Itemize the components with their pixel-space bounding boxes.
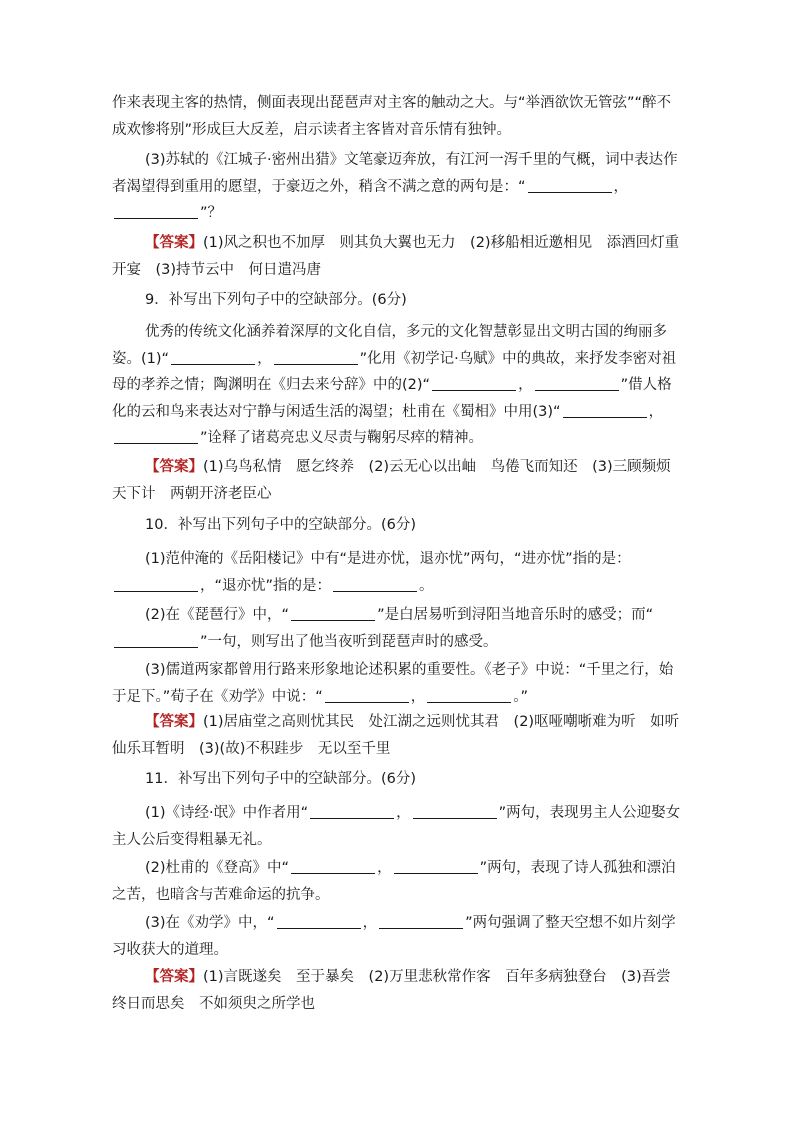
answer-blank[interactable]: [394, 858, 478, 874]
answer-8: 【答案】(1)风之积也不加厚 则其负大翼也无力 (2)移船相近邀相见 添酒回灯重开宴 (3)持节云中 何日遣冯唐: [112, 235, 680, 278]
answer-blank[interactable]: [379, 913, 463, 929]
question-10-1: (1)范仲淹的《岳阳楼记》中有“是进亦忧，退亦忧”两句，“进亦忧”指的是： ，“退亦忧”指的是： 。: [112, 546, 684, 599]
answer-blank[interactable]: [310, 803, 394, 819]
answer-blank[interactable]: [535, 375, 619, 391]
answer-blank[interactable]: [432, 375, 516, 391]
question-10-title: 10．补写出下列句子中的空缺部分。(6分): [145, 517, 416, 533]
answer-blank[interactable]: [277, 913, 361, 929]
answer-blank[interactable]: [171, 349, 255, 365]
answer-9: 【答案】(1)乌鸟私情 愿乞终养 (2)云无心以出岫 鸟倦飞而知还 (3)三顾频烦天下计 两朝开济老臣心: [112, 459, 671, 502]
answer-11: 【答案】(1)言既遂矣 至于暴矣 (2)万里悲秋常作客 百年多病独登台 (3)吾尝终日而思矣 不如须臾之所学也: [112, 969, 671, 1012]
answer-blank[interactable]: [325, 687, 409, 703]
answer-blank[interactable]: [114, 203, 198, 219]
answer-label: 【答案】: [145, 969, 203, 985]
question-11-3: (3)在《劝学》中，“ ， ”两句强调了整天空想不如片刻学习收获大的道理。: [112, 915, 676, 958]
answer-blank[interactable]: [563, 402, 647, 418]
answer-label: 【答案】: [145, 235, 203, 251]
answer-label: 【答案】: [145, 459, 203, 475]
answer-blank[interactable]: [274, 349, 358, 365]
question-8-3: (3)苏轼的《江城子·密州出猎》文笔豪迈奔放，有江河一泻千里的气概，词中表达作者渴望得到重用的愿望，于豪迈之外，稍含不满之意的两句是：“ ， ”？: [112, 152, 678, 221]
question-9-title: 9．补写出下列句子中的空缺部分。(6分): [145, 292, 407, 308]
answer-blank[interactable]: [291, 858, 375, 874]
answer-blank[interactable]: [114, 632, 198, 648]
answer-blank[interactable]: [291, 605, 375, 621]
answer-blank[interactable]: [427, 687, 511, 703]
answer-blank[interactable]: [413, 803, 497, 819]
answer-10: 【答案】(1)居庙堂之高则忧其民 处江湖之远则忧其君 (2)呕哑嘲哳难为听 如听仙乐耳暂明 (3)(故)不积跬步 无以至千里: [112, 714, 680, 757]
question-9-body: 优秀的传统文化涵养着深厚的文化自信，多元的文化智慧彰显出文明古国的绚丽多姿。(1)“ ， ”化用《初学记·乌赋》中的典故，来抒发李密对祖母的孝养之情；陶渊明在《归去来兮辞》中的(2)“ ， ”借人格化的云和鸟来表达对宁静与闲适生活的渴望；杜甫在《蜀相》中用(3)“ ，”诠释了诸葛亮忠义尽责与鞠躬尽瘁的精神。: [112, 324, 677, 446]
answer-label: 【答案】: [145, 714, 203, 730]
question-10-3: (3)儒道两家都曾用行路来形象地论述积累的重要性。《老子》中说：“千里之行，始于足下。”荀子在《劝学》中说：“ ， 。”: [112, 662, 674, 705]
answer-blank[interactable]: [114, 576, 198, 592]
answer-blank[interactable]: [114, 428, 198, 444]
question-11-2: (2)杜甫的《登高》中“ ， ”两句，表现了诗人孤独和漂泊之苦，也暗含与苦难命运的抗争。: [112, 860, 676, 903]
question-11-1: (1)《诗经·氓》中作者用“ ， ”两句，表现男主人公迎娶女主人公后变得粗暴无礼。: [112, 805, 681, 848]
question-11-title: 11．补写出下列句子中的空缺部分。(6分): [145, 771, 416, 787]
paragraph-intro: 作来表现主客的热情，侧面表现出琵琶声对主客的触动之大。与“举酒欲饮无管弦”“醉不成欢惨将别”形成巨大反差，启示读者主客皆对音乐情有独钟。: [112, 95, 672, 138]
answer-blank[interactable]: [333, 576, 417, 592]
question-10-2: (2)在《琵琶行》中，“ ”是白居易听到浔阳当地音乐时的感受；而“”一句，则写出了他当夜听到琵琶声时的感受。: [112, 602, 684, 655]
answer-blank[interactable]: [528, 177, 612, 193]
